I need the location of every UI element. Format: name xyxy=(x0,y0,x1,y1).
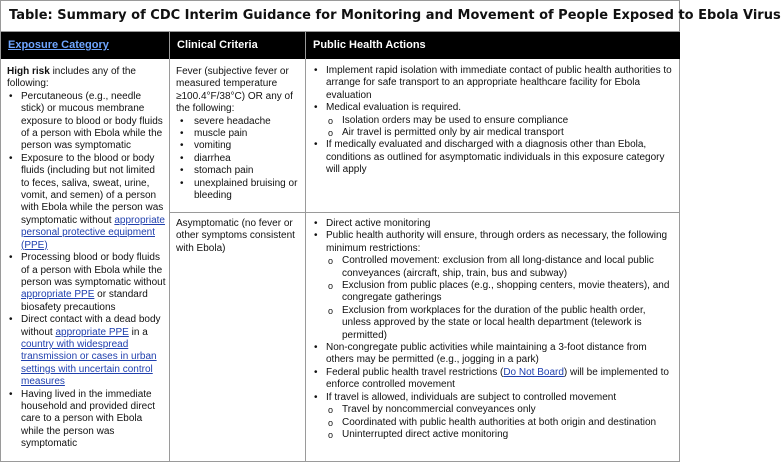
exposure-category-link[interactable]: Exposure Category xyxy=(8,39,109,51)
list-item: • If medically evaluated and discharged with a diagnosis other than Ebola, conditions as outlined for asymptomatic individuals in this exposure category will apply xyxy=(312,139,676,176)
list-item: • Percutaneous (e.g., needle stick) or mucous membrane exposure to blood or body fluids of a person with Ebola while the person was symptomatic xyxy=(7,91,166,153)
country-transmission-link[interactable]: country with widespread transmission or cases in urban settings with uncertain control measures xyxy=(21,338,157,388)
list-item: o Exclusion from public places (e.g., shopping centers, movie theaters), and congregate gatherings xyxy=(312,280,676,305)
list-item: • unexplained bruising or bleeding xyxy=(176,178,302,203)
high-risk-list xyxy=(7,91,166,451)
list-item: • Exposure to the blood or body fluids (including but not limited to feces, saliva, sweat, urine, vomit, and semen) of a person with Ebola while the person was symptomatic without appropriate personal protective equipment (PPE) xyxy=(7,153,166,252)
list-item: o Travel by noncommercial conveyances only xyxy=(312,404,676,416)
actions-list xyxy=(312,218,676,441)
clinical-cell-symptomatic xyxy=(170,59,306,213)
ppe-link[interactable]: appropriate personal protective equipment (PPE) xyxy=(21,214,165,251)
list-item: o Controlled movement: exclusion from all long-distance and local public conveyances (aircraft, ship, train, bus and subway) xyxy=(312,255,676,280)
list-item: • diarrhea xyxy=(176,153,302,165)
list-item: o Isolation orders may be used to ensure compliance xyxy=(312,115,676,127)
list-item: • stomach pain xyxy=(176,165,302,177)
list-item: • Non-congregate public activities while maintaining a 3-foot distance from others may be permitted (e.g., jogging in a park) xyxy=(312,342,676,367)
ppe-link[interactable]: appropriate PPE xyxy=(21,289,95,301)
list-item: o Exclusion from workplaces for the duration of the public health order, unless approved by the state or local health department (telework is permitted) xyxy=(312,305,676,342)
list-item: • Implement rapid isolation with immediate contact of public health authorities to arrange for safe transport to an appropriate healthcare facility for Ebola evaluation xyxy=(312,65,676,102)
high-risk-lead: High risk includes any of the following: xyxy=(7,66,136,90)
list-item: • If travel is allowed, individuals are subject to controlled movement o Travel by noncommercial conveyances only o Coordinated with public health authorities at both origin and destination o Uninterrupted direct active monitoring xyxy=(312,392,676,442)
actions-cell-symptomatic xyxy=(306,59,680,213)
header-clinical-criteria: Clinical Criteria xyxy=(170,32,306,59)
list-item: • Federal public health travel restrictions (Do Not Board) will be implemented to enforce controlled movement xyxy=(312,367,676,392)
list-item: o Air travel is permitted only by air medical transport xyxy=(312,127,676,139)
ppe-link[interactable]: appropriate PPE xyxy=(55,326,129,338)
list-item: • vomiting xyxy=(176,140,302,152)
clinical-cell-asymptomatic: Asymptomatic (no fever or other symptoms consistent with Ebola) xyxy=(170,213,306,462)
list-item: • severe headache xyxy=(176,116,302,128)
actions-list xyxy=(312,65,676,177)
list-item: • Having lived in the immediate household and provided direct care to a person with Ebola while the person was symptomatic xyxy=(7,389,166,451)
list-item: • Processing blood or body fluids of a person with Ebola while the person was symptomatic without appropriate PPE or standard biosafety precautions xyxy=(7,252,166,314)
symptom-list xyxy=(176,116,302,203)
list-item: o Uninterrupted direct active monitoring xyxy=(312,429,676,441)
table-title: Table: Summary of CDC Interim Guidance for Monitoring and Movement of People Exposed to Ebola Virus xyxy=(1,1,679,32)
list-item: • Public health authority will ensure, through orders as necessary, the following minimum restrictions: o Controlled movement: exclusion from all long-distance and local public conveyances (aircraft, ship, train, bus and subway) o Exclusion from public places (e.g., shopping centers, movie theaters), and congregate gatherings o Exclusion from workplaces for the duration of the public health order, unless approved by the state or local health department (telework is permitted) xyxy=(312,230,676,342)
exposure-cell-high-risk xyxy=(1,59,170,462)
symptomatic-intro: Fever (subjective fever or measured temperature ≥100.4°F/38°C) OR any of the following: xyxy=(176,66,293,115)
do-not-board-link[interactable]: Do Not Board xyxy=(503,366,564,378)
list-item: • Direct contact with a dead body without appropriate PPE in a country with widespread transmission or cases in urban settings with uncertain control measures xyxy=(7,314,166,388)
header-public-health-actions: Public Health Actions xyxy=(306,32,680,59)
header-exposure-category xyxy=(1,32,170,59)
list-item: • Medical evaluation is required. o Isolation orders may be used to ensure compliance o Air travel is permitted only by air medical transport xyxy=(312,102,676,139)
list-item: • Direct active monitoring xyxy=(312,218,676,230)
actions-cell-asymptomatic xyxy=(306,213,680,462)
list-item: • muscle pain xyxy=(176,128,302,140)
list-item: o Coordinated with public health authorities at both origin and destination xyxy=(312,417,676,429)
